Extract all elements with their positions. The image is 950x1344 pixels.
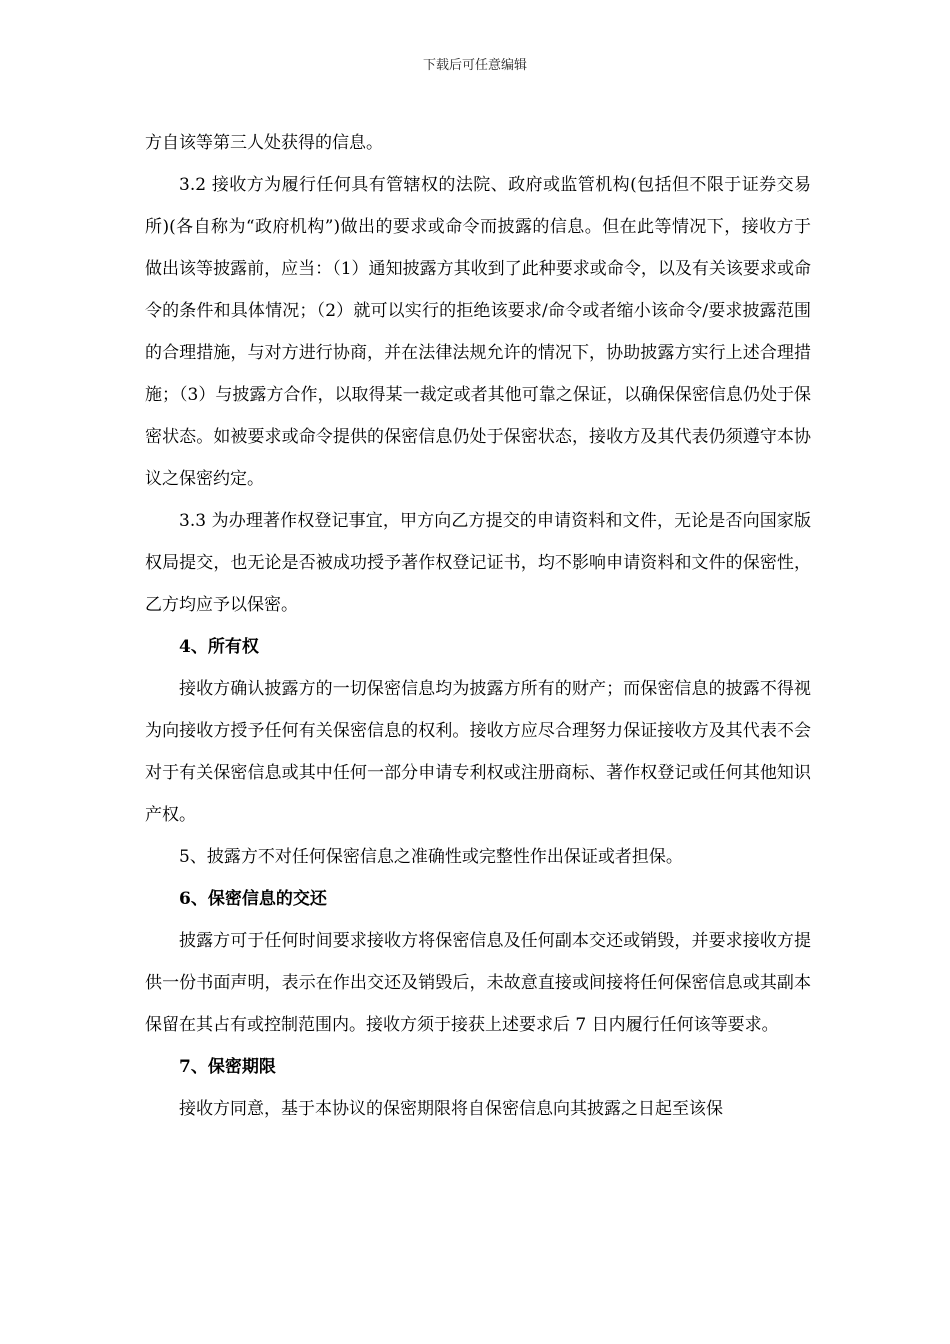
document-body — [145, 122, 811, 1130]
paragraph-5: 5、披露方不对任何保密信息之准确性或完整性作出保证或者担保。 — [179, 847, 683, 867]
section-heading-ownership: 4、所有权 — [179, 637, 259, 657]
paragraph-return: 披露方可于任何时间要求接收方将保密信息及任何副本交还或销毁，并要求接收方提供一份书面声明，表示在作出交还及销毁后，未故意直接或间接将任何保密信息或其副本保留在其占有或控制范围内。接收方须于接获上述要求后 7 日内履行任何该等要求。 — [145, 931, 811, 1035]
paragraph-3-3: 3.3 为办理著作权登记事宜，甲方向乙方提交的申请资料和文件，无论是否向国家版权局提交，也无论是否被成功授予著作权登记证书，均不影响申请资料和文件的保密性，乙方均应予以保密。 — [145, 511, 811, 615]
section-heading-return: 6、保密信息的交还 — [179, 889, 327, 909]
paragraph-ownership: 接收方确认披露方的一切保密信息均为披露方所有的财产；而保密信息的披露不得视为向接收方授予任何有关保密信息的权利。接收方应尽合理努力保证接收方及其代表不会对于有关保密信息或其中任何一部分申请专利权或注册商标、著作权登记或任何其他知识产权。 — [145, 679, 811, 825]
section-heading-term: 7、保密期限 — [179, 1057, 276, 1077]
paragraph-term: 接收方同意，基于本协议的保密期限将自保密信息向其披露之日起至该保 — [179, 1099, 723, 1119]
page-header: 下载后可任意编辑 — [422, 58, 527, 73]
paragraph-3-2: 3.2 接收方为履行任何具有管辖权的法院、政府或监管机构(包括但不限于证券交易所)(各自称为“政府机构”)做出的要求或命令而披露的信息。但在此等情况下，接收方于做出该等披露前，应当：（1）通知披露方其收到了此种要求或命令，以及有关该要求或命令的条件和具体情况；（2）就可以实行的拒绝该要求/命令或者缩小该命令/要求披露范围的合理措施，与对方进行协商，并在法律法规允许的情况下，协助披露方实行上述合理措施；（3）与披露方合作，以取得某一裁定或者其他可靠之保证，以确保保密信息仍处于保密状态。如被要求或命令提供的保密信息仍处于保密状态，接收方及其代表仍须遵守本协议之保密约定。 — [145, 175, 811, 489]
paragraph-continuation: 方自该等第三人处获得的信息。 — [145, 133, 383, 153]
